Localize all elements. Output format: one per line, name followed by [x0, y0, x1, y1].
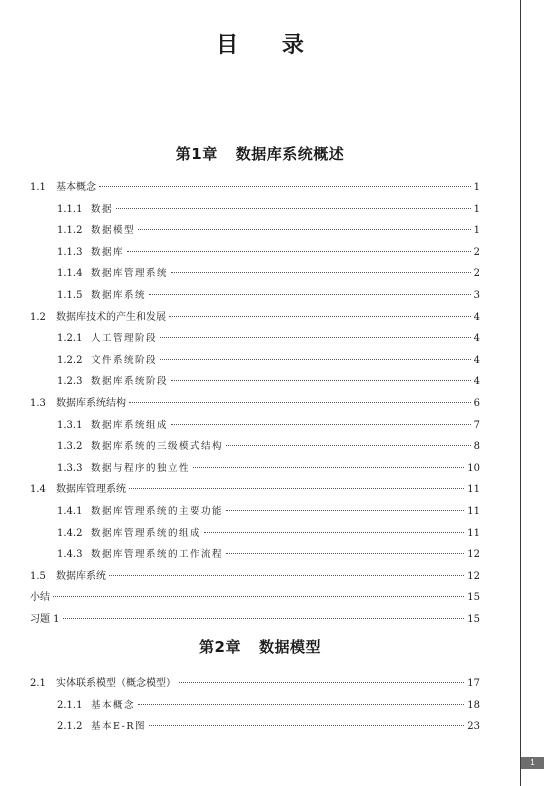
dot-leader — [226, 445, 471, 446]
toc-entry[interactable] — [57, 353, 480, 369]
toc-entry-number: 2.1 — [30, 678, 46, 689]
toc-entry[interactable] — [57, 461, 480, 477]
toc-entry[interactable] — [30, 612, 480, 628]
toc-entry[interactable] — [57, 266, 480, 282]
toc-entry-number: 1.3.2 — [57, 441, 83, 453]
toc-entry-page: 11 — [467, 527, 480, 539]
toc-entry-number: 1.4.3 — [57, 549, 83, 561]
toc-entry[interactable] — [57, 288, 480, 304]
dot-leader — [226, 510, 464, 511]
toc-entry[interactable] — [57, 719, 480, 735]
toc-entry-number: 1.1.4 — [57, 268, 83, 280]
toc-entry-title: 数据库系统 — [56, 570, 106, 582]
toc-entry[interactable] — [57, 504, 480, 520]
toc-entry-title: 数据库系统 — [91, 290, 147, 301]
dot-leader — [109, 575, 464, 576]
toc-entry-title: 数据库系统结构 — [56, 398, 126, 409]
toc-entry[interactable] — [57, 245, 480, 261]
chapter-1-heading — [0, 143, 520, 164]
toc-entry-title: 人工管理阶段 — [91, 333, 158, 345]
dot-leader — [160, 359, 471, 360]
page-number: 1 — [521, 757, 544, 769]
toc-entry-page: 12 — [467, 570, 480, 582]
dot-leader — [171, 272, 471, 273]
toc-entry-number: 1.4 — [30, 484, 46, 496]
toc-entry[interactable] — [57, 698, 480, 714]
toc-entry-page: 11 — [467, 506, 480, 517]
toc-entry-number: 1.4.2 — [57, 527, 83, 539]
dot-leader — [204, 532, 464, 533]
toc-entry-title: 数据库管理系统的组成 — [91, 527, 202, 539]
toc-entry-title: 数据库系统组成 — [91, 419, 169, 431]
toc-entry-page: 1 — [473, 182, 480, 193]
toc-entry-page: 3 — [473, 290, 480, 301]
page-title: 目 录 — [216, 33, 322, 58]
dot-leader — [179, 682, 464, 683]
toc-entry-number: 2.1.2 — [57, 721, 83, 732]
toc-entry-page: 10 — [467, 462, 480, 474]
toc-entry-title: 基本概念 — [91, 699, 136, 711]
toc-entry-title: 数据库系统的三级模式结构 — [91, 441, 224, 453]
toc-entry-number: 1.2 — [30, 311, 46, 323]
toc-entry-page: 18 — [467, 699, 480, 711]
toc-entry-page: 1 — [473, 225, 480, 237]
toc-entry-page: 6 — [473, 398, 480, 409]
toc-entry-page: 17 — [467, 678, 480, 689]
toc-entry[interactable] — [57, 374, 480, 390]
toc-entry-number: 1.2.3 — [57, 376, 83, 388]
toc-entry-title: 文件系统阶段 — [91, 354, 158, 366]
toc-entry-number: 1.1.5 — [57, 290, 83, 301]
toc-entry-title: 数据库系统阶段 — [91, 376, 169, 388]
dot-leader — [171, 424, 471, 425]
toc-entry-number: 1.1.3 — [57, 246, 83, 258]
toc-entry-number: 1.3.3 — [57, 462, 83, 474]
dot-leader — [53, 596, 464, 597]
chapter-number: 第2章 — [199, 638, 241, 656]
toc-entry-title: 实体联系模型（概念模型） — [56, 678, 176, 689]
chapter-number: 第1章 — [175, 145, 218, 163]
toc-entry[interactable] — [57, 331, 480, 347]
toc-entry-page: 12 — [467, 549, 480, 561]
toc-entry-title: 基本概念 — [56, 182, 96, 193]
toc-entry[interactable] — [57, 418, 480, 434]
toc-entry-title: 数据库 — [91, 246, 125, 258]
toc-entry-title: 小结 — [30, 592, 50, 604]
toc-entry-title: 基本E-R图 — [91, 721, 146, 732]
toc-entry-page: 15 — [467, 592, 480, 604]
toc-entry-title: 习题 1 — [30, 614, 60, 625]
toc-entry-title: 数据库管理系统的主要功能 — [91, 506, 224, 517]
toc-entry-title: 数据模型 — [91, 225, 136, 237]
toc-entry-number: 1.1.1 — [57, 203, 83, 215]
toc-entry-number: 1.3 — [30, 398, 46, 409]
toc-entry-page: 4 — [473, 354, 480, 366]
toc-entry[interactable] — [57, 223, 480, 239]
dot-leader — [99, 186, 471, 187]
dot-leader — [193, 467, 464, 468]
dot-leader — [160, 337, 471, 338]
dot-leader — [129, 488, 464, 489]
dot-leader — [149, 725, 464, 726]
toc-entry[interactable] — [30, 569, 480, 585]
toc-entry-title: 数据库管理系统 — [91, 268, 169, 280]
toc-entry[interactable] — [57, 526, 480, 542]
toc-entry-page: 4 — [473, 311, 480, 323]
toc-entry-title: 数据与程序的独立性 — [91, 462, 191, 474]
toc-entry-number: 1.5 — [30, 570, 46, 582]
chapter-2-heading — [0, 636, 520, 657]
page-edge-line — [520, 0, 521, 786]
toc-entry-page: 1 — [473, 203, 480, 215]
dot-leader — [226, 553, 464, 554]
toc-entry-number: 2.1.1 — [57, 699, 83, 711]
toc-entry-page: 2 — [473, 246, 480, 258]
toc-entry[interactable] — [57, 547, 480, 563]
toc-entry-page: 8 — [473, 441, 480, 453]
toc-entry-number: 1.3.1 — [57, 419, 83, 431]
toc-entry-number: 1.1 — [30, 182, 46, 193]
dot-leader — [138, 704, 464, 705]
toc-entry[interactable] — [57, 439, 480, 455]
toc-entry[interactable] — [30, 482, 480, 498]
toc-entry-title: 数据库管理系统的工作流程 — [91, 549, 224, 561]
toc-entry[interactable] — [30, 590, 480, 606]
chapter-title: 数据模型 — [258, 638, 321, 656]
toc-entry-page: 23 — [467, 721, 480, 732]
toc-entry-page: 15 — [467, 614, 480, 625]
toc-entry-title: 数据 — [91, 203, 114, 215]
dot-leader — [171, 380, 471, 381]
dot-leader — [169, 316, 471, 317]
toc-entry-page: 2 — [473, 268, 480, 280]
dot-leader — [138, 229, 471, 230]
toc-entry-title: 数据库技术的产生和发展 — [56, 311, 166, 323]
toc-entry-number: 1.1.2 — [57, 225, 83, 237]
dot-leader — [127, 251, 471, 252]
dot-leader — [129, 402, 471, 403]
toc-entry-number: 1.2.1 — [57, 333, 83, 345]
toc-entry-page: 4 — [473, 333, 480, 345]
toc-entry-page: 4 — [473, 376, 480, 388]
toc-entry[interactable] — [57, 202, 480, 218]
dot-leader — [63, 618, 465, 619]
toc-entry[interactable] — [30, 676, 480, 692]
toc-entry-page: 7 — [473, 419, 480, 431]
dot-leader — [116, 208, 471, 209]
chapter-title: 数据库系统概述 — [235, 145, 345, 163]
dot-leader — [149, 294, 471, 295]
toc-entry-number: 1.2.2 — [57, 354, 83, 366]
toc-entry-title: 数据库管理系统 — [56, 484, 126, 496]
toc-entry[interactable] — [30, 310, 480, 326]
toc-entry[interactable] — [30, 180, 480, 196]
toc-entry-page: 11 — [467, 484, 480, 496]
toc-entry[interactable] — [30, 396, 480, 412]
toc-entry-number: 1.4.1 — [57, 506, 83, 517]
